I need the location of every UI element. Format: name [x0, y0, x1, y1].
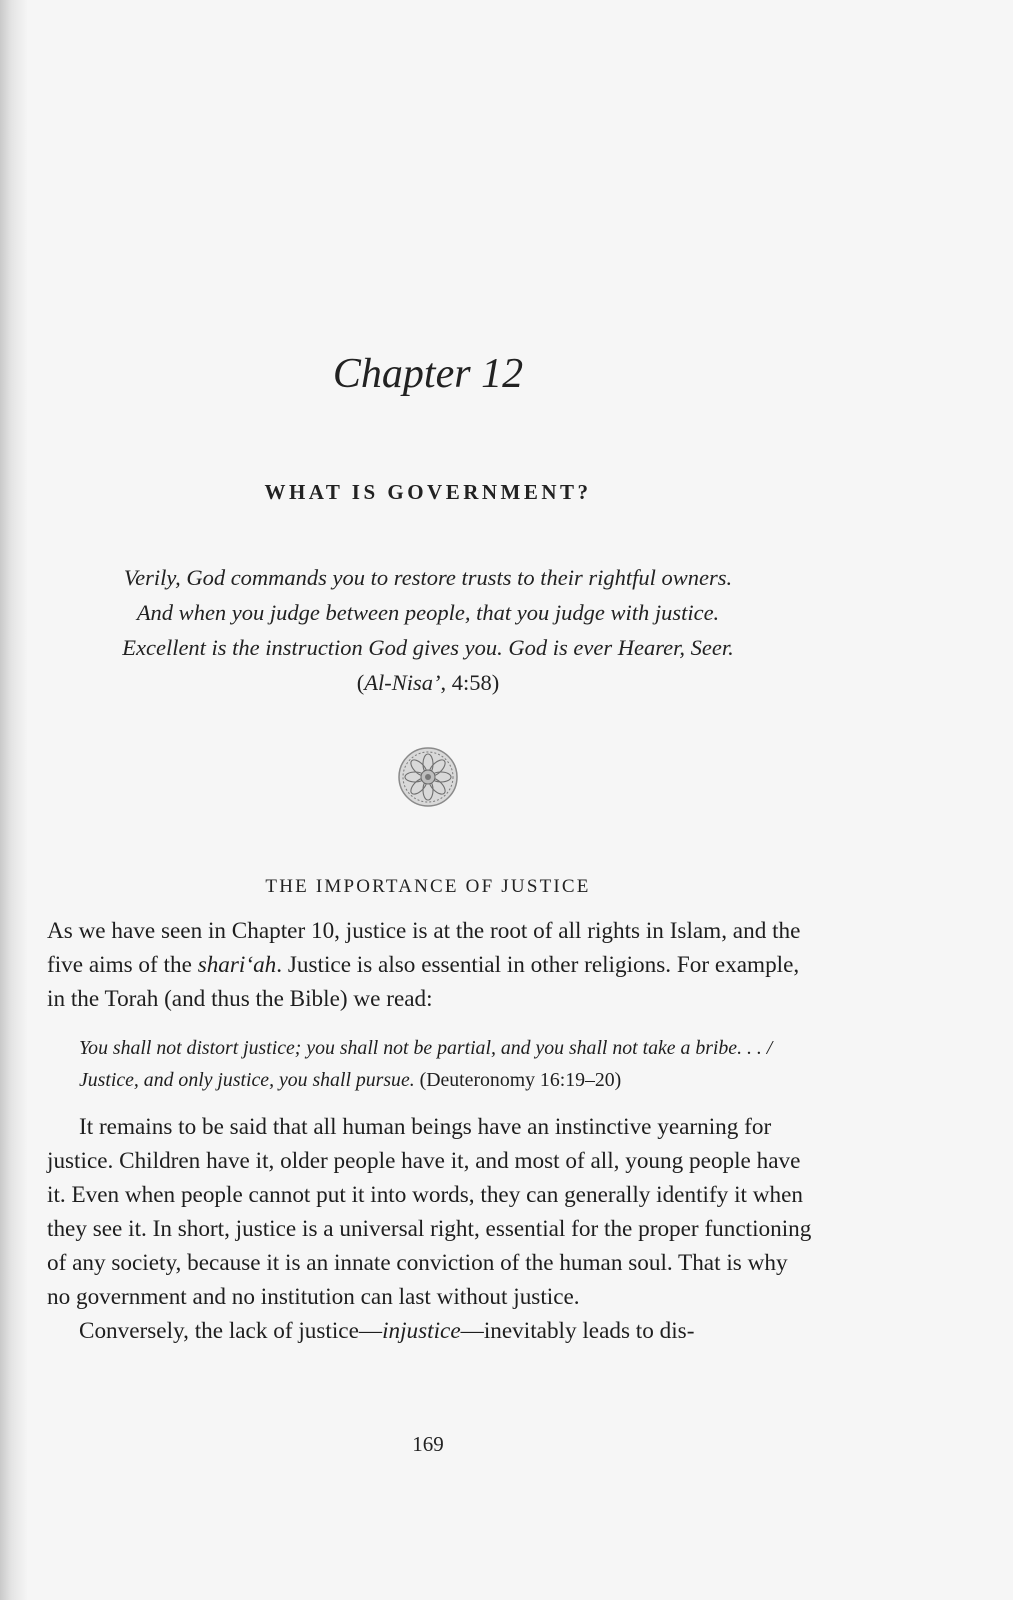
paragraph-1-text-end: . Justice is also essential in other religions. For example, in the Torah (and thus the Bible) we read: [47, 952, 800, 1012]
paragraph-2: It remains to be said that all human beings have an instinctive yearning for justice. Children have it, older people have it, and most of all, young people have it. Even when people cannot put it into words, they can generally identify it when they see it. In short, justice is a universal right, essential for the proper functioning of any society, because it is an innate conviction of the human soul. That is why no government and no institution can last without justice. [47, 1114, 812, 1310]
epigraph-source-ref: , 4:58) [440, 670, 500, 695]
chapter-heading: WHAT IS GOVERNMENT? [264, 480, 592, 504]
section-heading: THE IMPORTANCE OF JUSTICE [265, 876, 591, 897]
epigraph-text: Verily, God commands you to restore trusts to their rightful owners. And when you judge between people, that you judge with justice. Excellent is the instruction God gives you. God is ever Hearer, Seer. [122, 565, 734, 660]
epigraph-source: (Al-Nisa’, 4:58) [356, 670, 500, 695]
page-number: 169 [412, 1432, 444, 1456]
blockquote [79, 1032, 813, 1096]
paragraph-3-text: Conversely, the lack of justice— [79, 1318, 383, 1344]
paragraph-1-text: As we have seen in Chapter 10, justice is at the root of all rights in Islam, and the five aims of the [47, 918, 801, 978]
binding-shadow [0, 0, 28, 1600]
epigraph [118, 560, 738, 700]
rosette-ornament-icon [397, 746, 459, 808]
epigraph-source-name: Al-Nisa’ [364, 670, 441, 695]
shariah-term: shari‘ah [197, 952, 277, 978]
paragraph-3 [47, 1314, 813, 1348]
chapter-title: Chapter 12 [332, 351, 524, 397]
injustice-emphasis: injustice [382, 1318, 461, 1344]
blockquote-source: (Deuteronomy 16:19–20) [414, 1069, 622, 1091]
paragraph-1 [47, 914, 813, 1016]
paragraph-3-text-end: —inevitably leads to dis- [460, 1318, 695, 1344]
blockquote-text: You shall not distort justice; you shall not be partial, and you shall not take a bribe. . . / Justice, and only justice, you shall pursue. [79, 1037, 773, 1091]
body-text [47, 914, 813, 1348]
